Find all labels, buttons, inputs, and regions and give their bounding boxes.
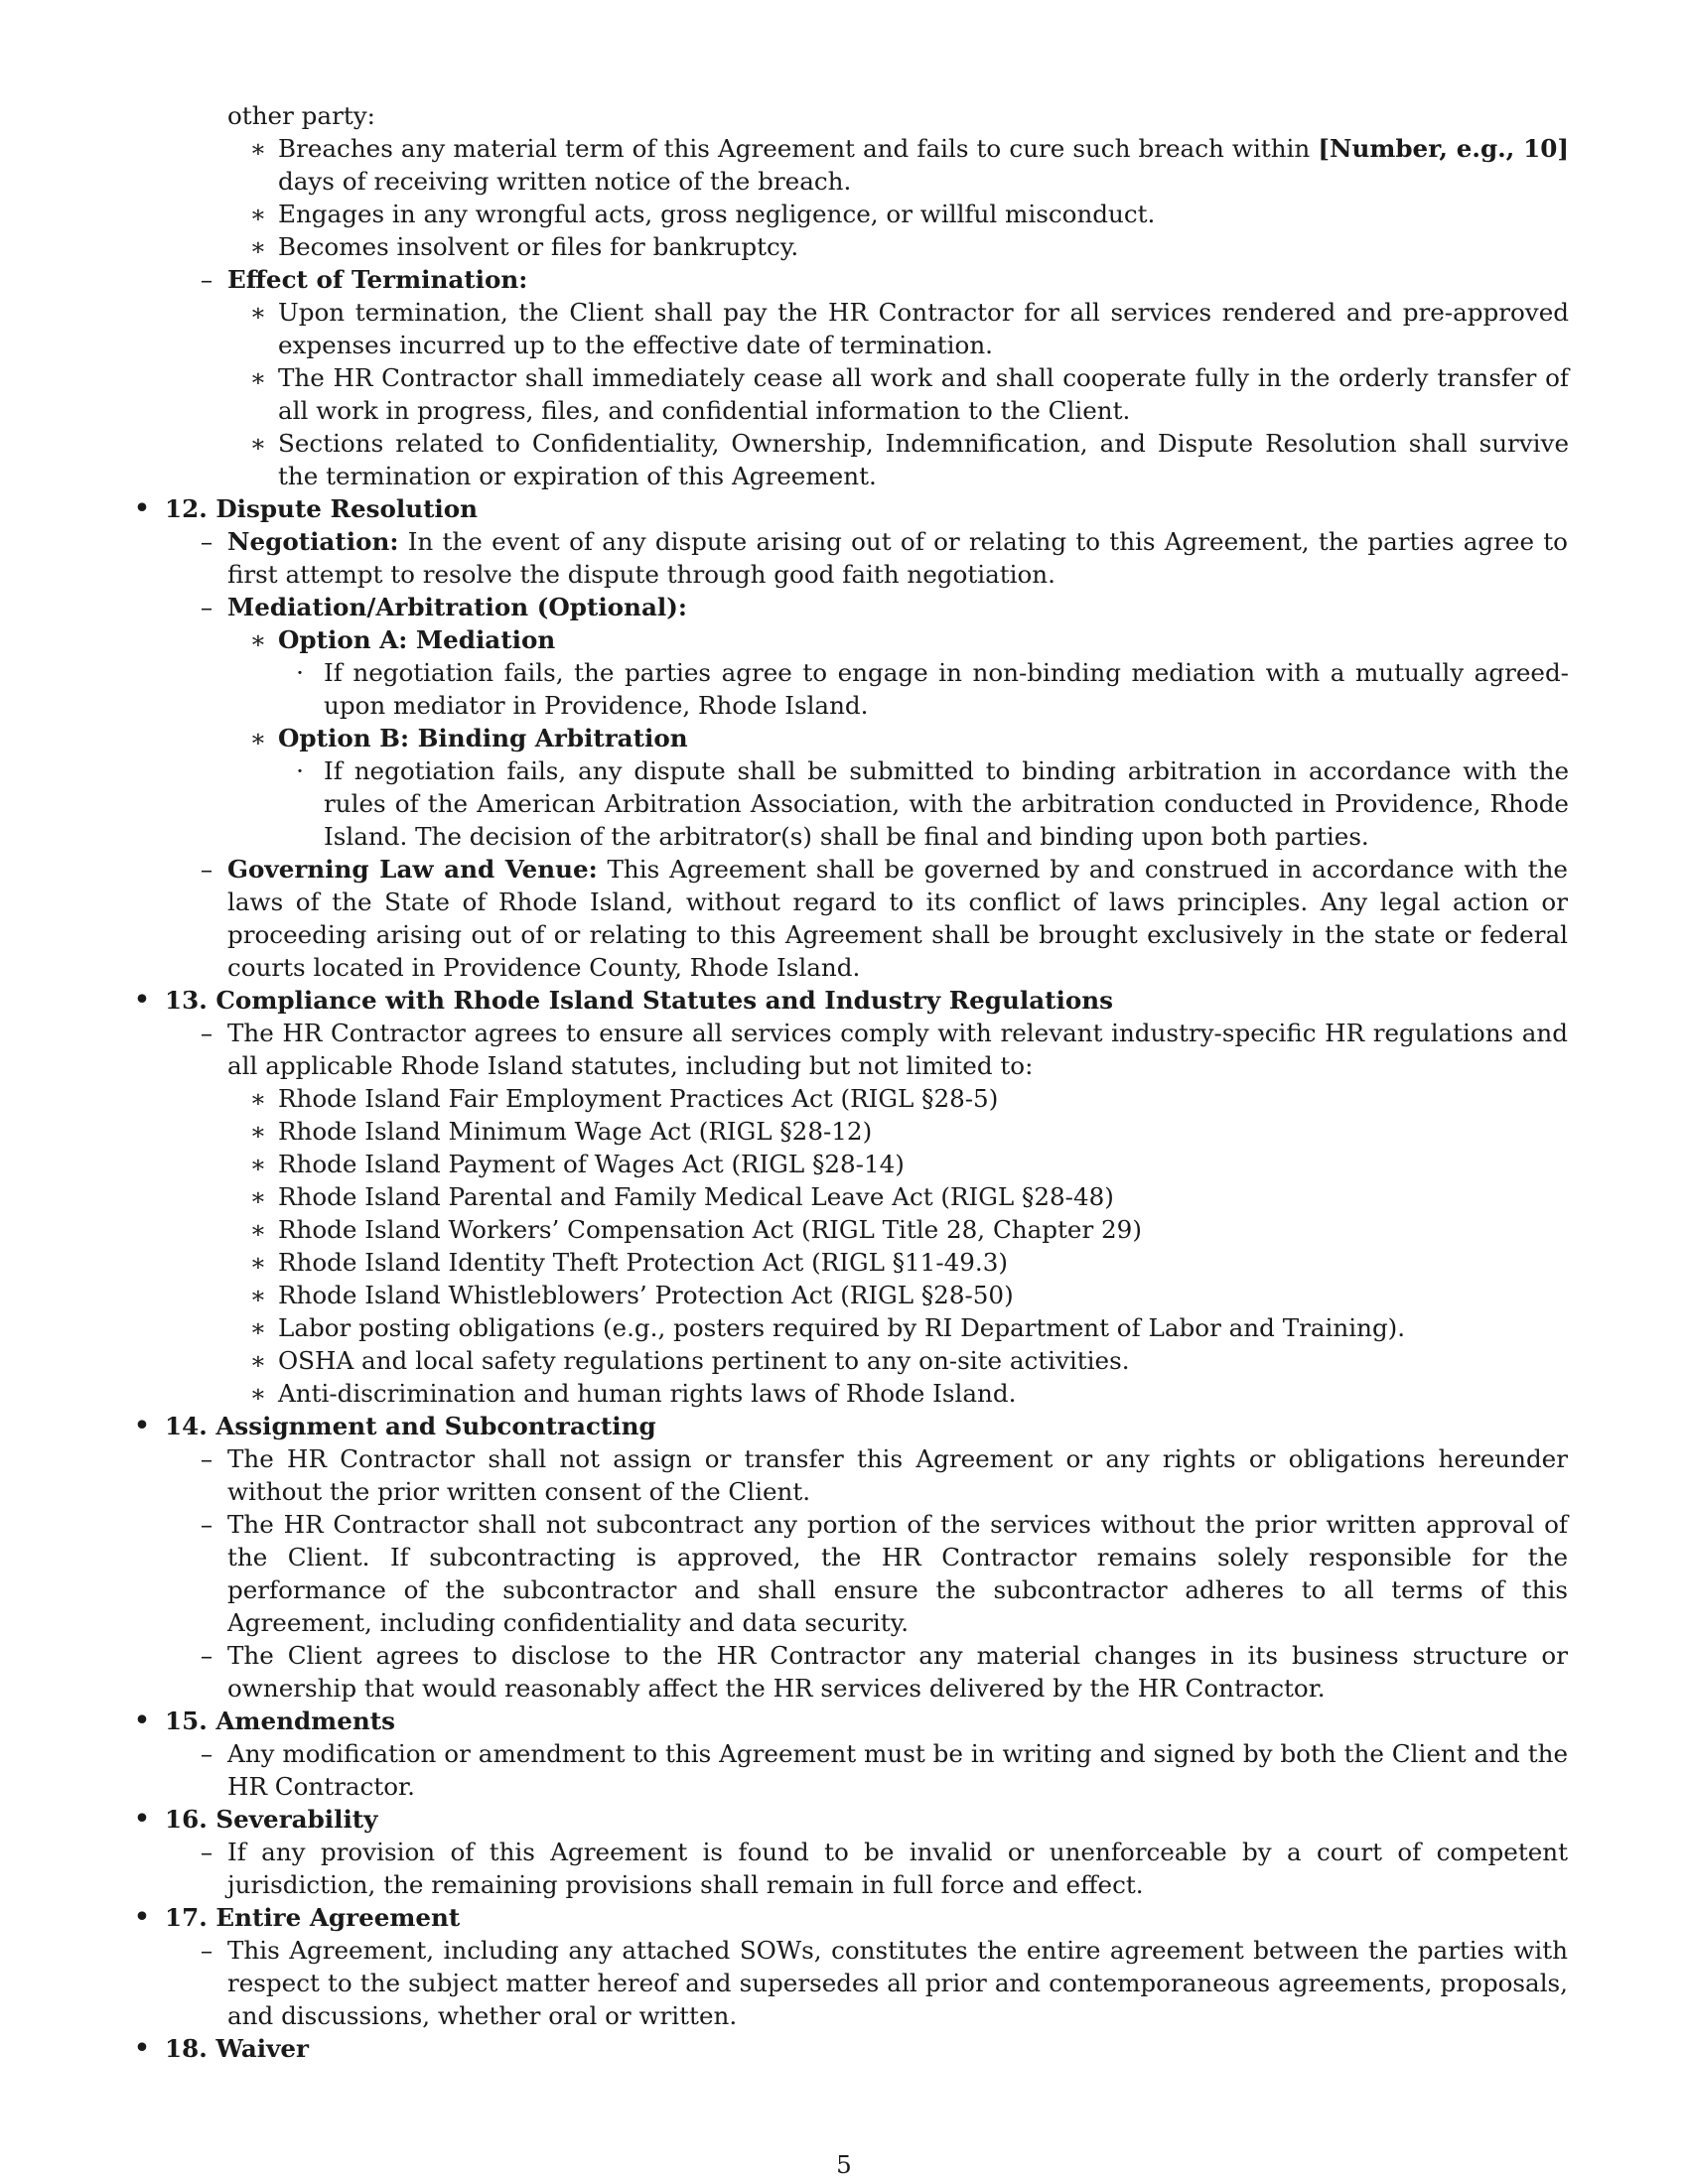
negotiation-clause: Negotiation: In the event of any dispute arising out of or relating to this Agreement, the parties agree to first attempt to resolve the dispute through good faith negotiation. xyxy=(227,527,1568,590)
list-item: Sections related to Confidentiality, Ownership, Indemnification, and Dispute Resolution shall survive the termination or expiration of this Agreement. xyxy=(278,429,1569,491)
star-marker: ∗ xyxy=(249,1281,267,1309)
statute-item: Labor posting obligations (e.g., posters required by RI Department of Labor and Training). xyxy=(278,1313,1406,1342)
section-16-heading: 16. Severability xyxy=(165,1805,378,1834)
dash-marker: – xyxy=(200,1936,213,1965)
effect-of-termination-heading: Effect of Termination: xyxy=(227,265,528,294)
list-item: Becomes insolvent or files for bankruptcy. xyxy=(278,232,799,261)
dash-marker: – xyxy=(200,1444,213,1473)
statute-item: Rhode Island Identity Theft Protection Act (RIGL §11-49.3) xyxy=(278,1248,1008,1277)
assignment-clause: The HR Contractor shall not assign or transfer this Agreement or any rights or obligations hereunder without the prior written consent of the Client. xyxy=(227,1444,1568,1507)
dash-marker: – xyxy=(200,1739,213,1768)
governing-law-clause: Governing Law and Venue: This Agreement shall be governed by and construed in accordance with the laws of the State of Rhode Island, without regard to its conflict of laws principles. Any legal action or proceeding arising out of or relating to this Agreement shall be brought exclusively in the state or federal courts located in Providence County, Rhode Island. xyxy=(227,855,1568,983)
bullet-marker: • xyxy=(133,1900,151,1935)
option-b-text: If negotiation fails, any dispute shall be submitted to binding arbitration in accordance with the rules of the American Arbitration Association, with the arbitration conducted in Providence, Rhode Island. The decision of the arbitrator(s) shall be final and binding upon both parties. xyxy=(324,756,1569,852)
statute-item: OSHA and local safety regulations pertinent to any on-site activities. xyxy=(278,1346,1130,1375)
page-number: 5 xyxy=(836,2150,852,2179)
statute-item: Anti-discrimination and human rights laws of Rhode Island. xyxy=(278,1379,1017,1408)
statute-item: Rhode Island Fair Employment Practices Act (RIGL §28-5) xyxy=(278,1084,999,1113)
list-item: The HR Contractor shall immediately cease all work and shall cooperate fully in the orderly transfer of all work in progress, files, and confidential information to the Client. xyxy=(278,363,1569,426)
star-marker: ∗ xyxy=(249,134,267,163)
statute-item: Rhode Island Whistleblowers’ Protection Act (RIGL §28-50) xyxy=(278,1281,1014,1309)
star-marker: ∗ xyxy=(249,1150,267,1178)
bullet-marker: • xyxy=(133,1802,151,1837)
star-marker: ∗ xyxy=(249,1182,267,1211)
star-marker: ∗ xyxy=(249,363,267,392)
star-marker: ∗ xyxy=(249,724,267,752)
continuation-intro: other party: xyxy=(227,101,375,130)
compliance-intro: The HR Contractor agrees to ensure all services comply with relevant industry-specific HR regulations and all applicable Rhode Island statutes, including but not limited to: xyxy=(227,1019,1568,1081)
bullet-marker: • xyxy=(133,983,151,1018)
section-12-heading: 12. Dispute Resolution xyxy=(165,494,479,523)
subcontracting-clause: The HR Contractor shall not subcontract any portion of the services without the prior written approval of the Client. If subcontracting is approved, the HR Contractor remains solely responsible for the performance of the subcontractor and shall ensure the subcontractor adheres to all terms of this Agreement, including confidentiality and data security. xyxy=(227,1510,1568,1638)
section-13-heading: 13. Compliance with Rhode Island Statutes and Industry Regulations xyxy=(165,986,1113,1015)
section-14-heading: 14. Assignment and Subcontracting xyxy=(165,1412,656,1440)
amendments-clause: Any modification or amendment to this Agreement must be in writing and signed by both the Client and the HR Contractor. xyxy=(227,1739,1568,1802)
dash-marker: – xyxy=(200,593,213,621)
star-marker: ∗ xyxy=(249,1248,267,1277)
statute-item: Rhode Island Payment of Wages Act (RIGL §28-14) xyxy=(278,1150,905,1178)
section-18-heading: 18. Waiver xyxy=(165,2034,310,2063)
list-item: Upon termination, the Client shall pay the HR Contractor for all services rendered and pre-approved expenses incurred up to the effective date of termination. xyxy=(278,298,1569,360)
option-b-heading: Option B: Binding Arbitration xyxy=(278,724,688,752)
bullet-marker: • xyxy=(133,491,151,526)
statute-item: Rhode Island Parental and Family Medical Leave Act (RIGL §28-48) xyxy=(278,1182,1114,1211)
dash-marker: – xyxy=(200,1510,213,1539)
entire-agreement-clause: This Agreement, including any attached SOWs, constitutes the entire agreement between the parties with respect to the subject matter hereof and supersedes all prior and contemporaneous agreements, proposals, and discussions, whether oral or written. xyxy=(227,1936,1568,2031)
section-17-heading: 17. Entire Agreement xyxy=(165,1903,461,1932)
star-marker: ∗ xyxy=(249,200,267,228)
severability-clause: If any provision of this Agreement is found to be invalid or unenforceable by a court of competent jurisdiction, the remaining provisions shall remain in full force and effect. xyxy=(227,1838,1568,1900)
dash-marker: – xyxy=(200,527,213,556)
dash-marker: – xyxy=(200,1019,213,1047)
bullet-marker: • xyxy=(133,1704,151,1738)
disclosure-clause: The Client agrees to disclose to the HR Contractor any material changes in its business structure or ownership that would reasonably affect the HR services delivered by the HR Contractor. xyxy=(227,1641,1568,1704)
star-marker: ∗ xyxy=(249,1215,267,1244)
star-marker: ∗ xyxy=(249,1117,267,1146)
dash-marker: – xyxy=(200,1838,213,1866)
star-marker: ∗ xyxy=(249,429,267,458)
dash-marker: – xyxy=(200,265,213,294)
star-marker: ∗ xyxy=(249,232,267,261)
star-marker: ∗ xyxy=(249,625,267,654)
statute-item: Rhode Island Minimum Wage Act (RIGL §28-12) xyxy=(278,1117,873,1146)
star-marker: ∗ xyxy=(249,1084,267,1113)
star-marker: ∗ xyxy=(249,1346,267,1375)
dash-marker: – xyxy=(200,1641,213,1670)
mediation-arbitration-heading: Mediation/Arbitration (Optional): xyxy=(227,593,687,621)
bullet-marker: • xyxy=(133,2031,151,2066)
star-marker: ∗ xyxy=(249,1313,267,1342)
dot-marker: · xyxy=(296,756,304,785)
star-marker: ∗ xyxy=(249,1379,267,1408)
dash-marker: – xyxy=(200,855,213,884)
option-a-heading: Option A: Mediation xyxy=(278,625,556,654)
breach-item: Breaches any material term of this Agreement and fails to cure such breach within [Number, e.g., 10] days of receiving written notice of the breach. xyxy=(278,134,1569,197)
list-item: Engages in any wrongful acts, gross negligence, or willful misconduct. xyxy=(278,200,1156,228)
star-marker: ∗ xyxy=(249,298,267,327)
section-15-heading: 15. Amendments xyxy=(165,1706,395,1735)
option-a-text: If negotiation fails, the parties agree to engage in non-binding mediation with a mutually agreed-upon mediator in Providence, Rhode Island. xyxy=(324,658,1569,721)
bullet-marker: • xyxy=(133,1409,151,1443)
statute-item: Rhode Island Workers’ Compensation Act (RIGL Title 28, Chapter 29) xyxy=(278,1215,1142,1244)
dot-marker: · xyxy=(296,658,304,687)
